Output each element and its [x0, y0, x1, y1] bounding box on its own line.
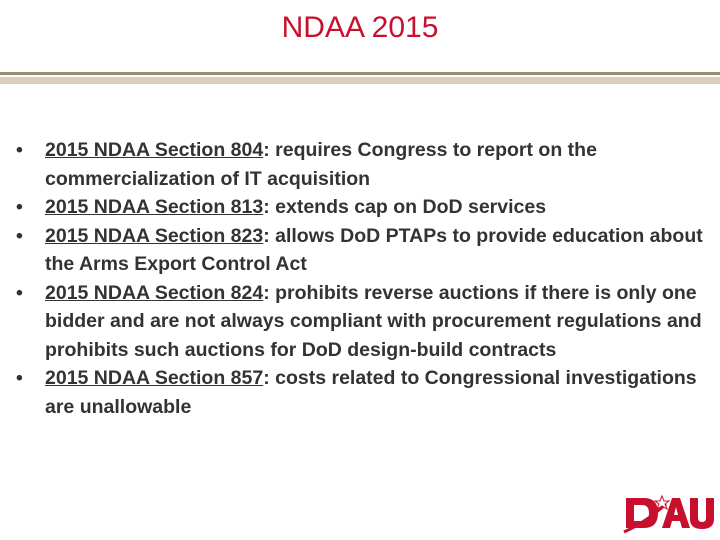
title-divider-dark: [0, 72, 720, 75]
slide-title: NDAA 2015: [281, 11, 439, 44]
bullet-icon: •: [16, 281, 23, 304]
section-reference: 2015 NDAA Section 813: [45, 196, 264, 218]
bullet-text: : prohibits reverse auctions if there is only one bidder and are not always compliant with procurement regulations and prohibits such auctions for DoD design-build contracts: [45, 281, 702, 361]
bullet-text: : costs related to Congressional investigations are unallowable: [45, 367, 697, 418]
bullet-item: [16, 279, 706, 365]
bullet-icon: •: [16, 367, 23, 389]
section-reference: 2015 NDAA Section 824: [45, 281, 264, 304]
bullet-item: [16, 136, 706, 193]
dau-logo-icon: [622, 492, 714, 534]
title-divider-light: [0, 77, 720, 84]
bullet-icon: •: [16, 196, 23, 218]
bullet-list: [16, 136, 706, 421]
bullet-text: : allows DoD PTAPs to provide education about the Arms Export Control Act: [45, 224, 703, 275]
section-reference: 2015 NDAA Section 823: [45, 224, 264, 247]
section-reference: 2015 NDAA Section 804: [45, 139, 264, 161]
section-reference: 2015 NDAA Section 857: [45, 367, 264, 389]
bullet-icon: •: [16, 224, 23, 247]
bullet-text: : extends cap on DoD services: [263, 196, 547, 218]
bullet-text: : requires Congress to report on the commercialization of IT acquisition: [45, 139, 597, 190]
bullet-item: [16, 193, 706, 222]
bullet-item: [16, 364, 706, 421]
bullet-icon: •: [16, 139, 23, 161]
logo-u-shape: [690, 498, 714, 529]
bullet-item: [16, 222, 706, 279]
